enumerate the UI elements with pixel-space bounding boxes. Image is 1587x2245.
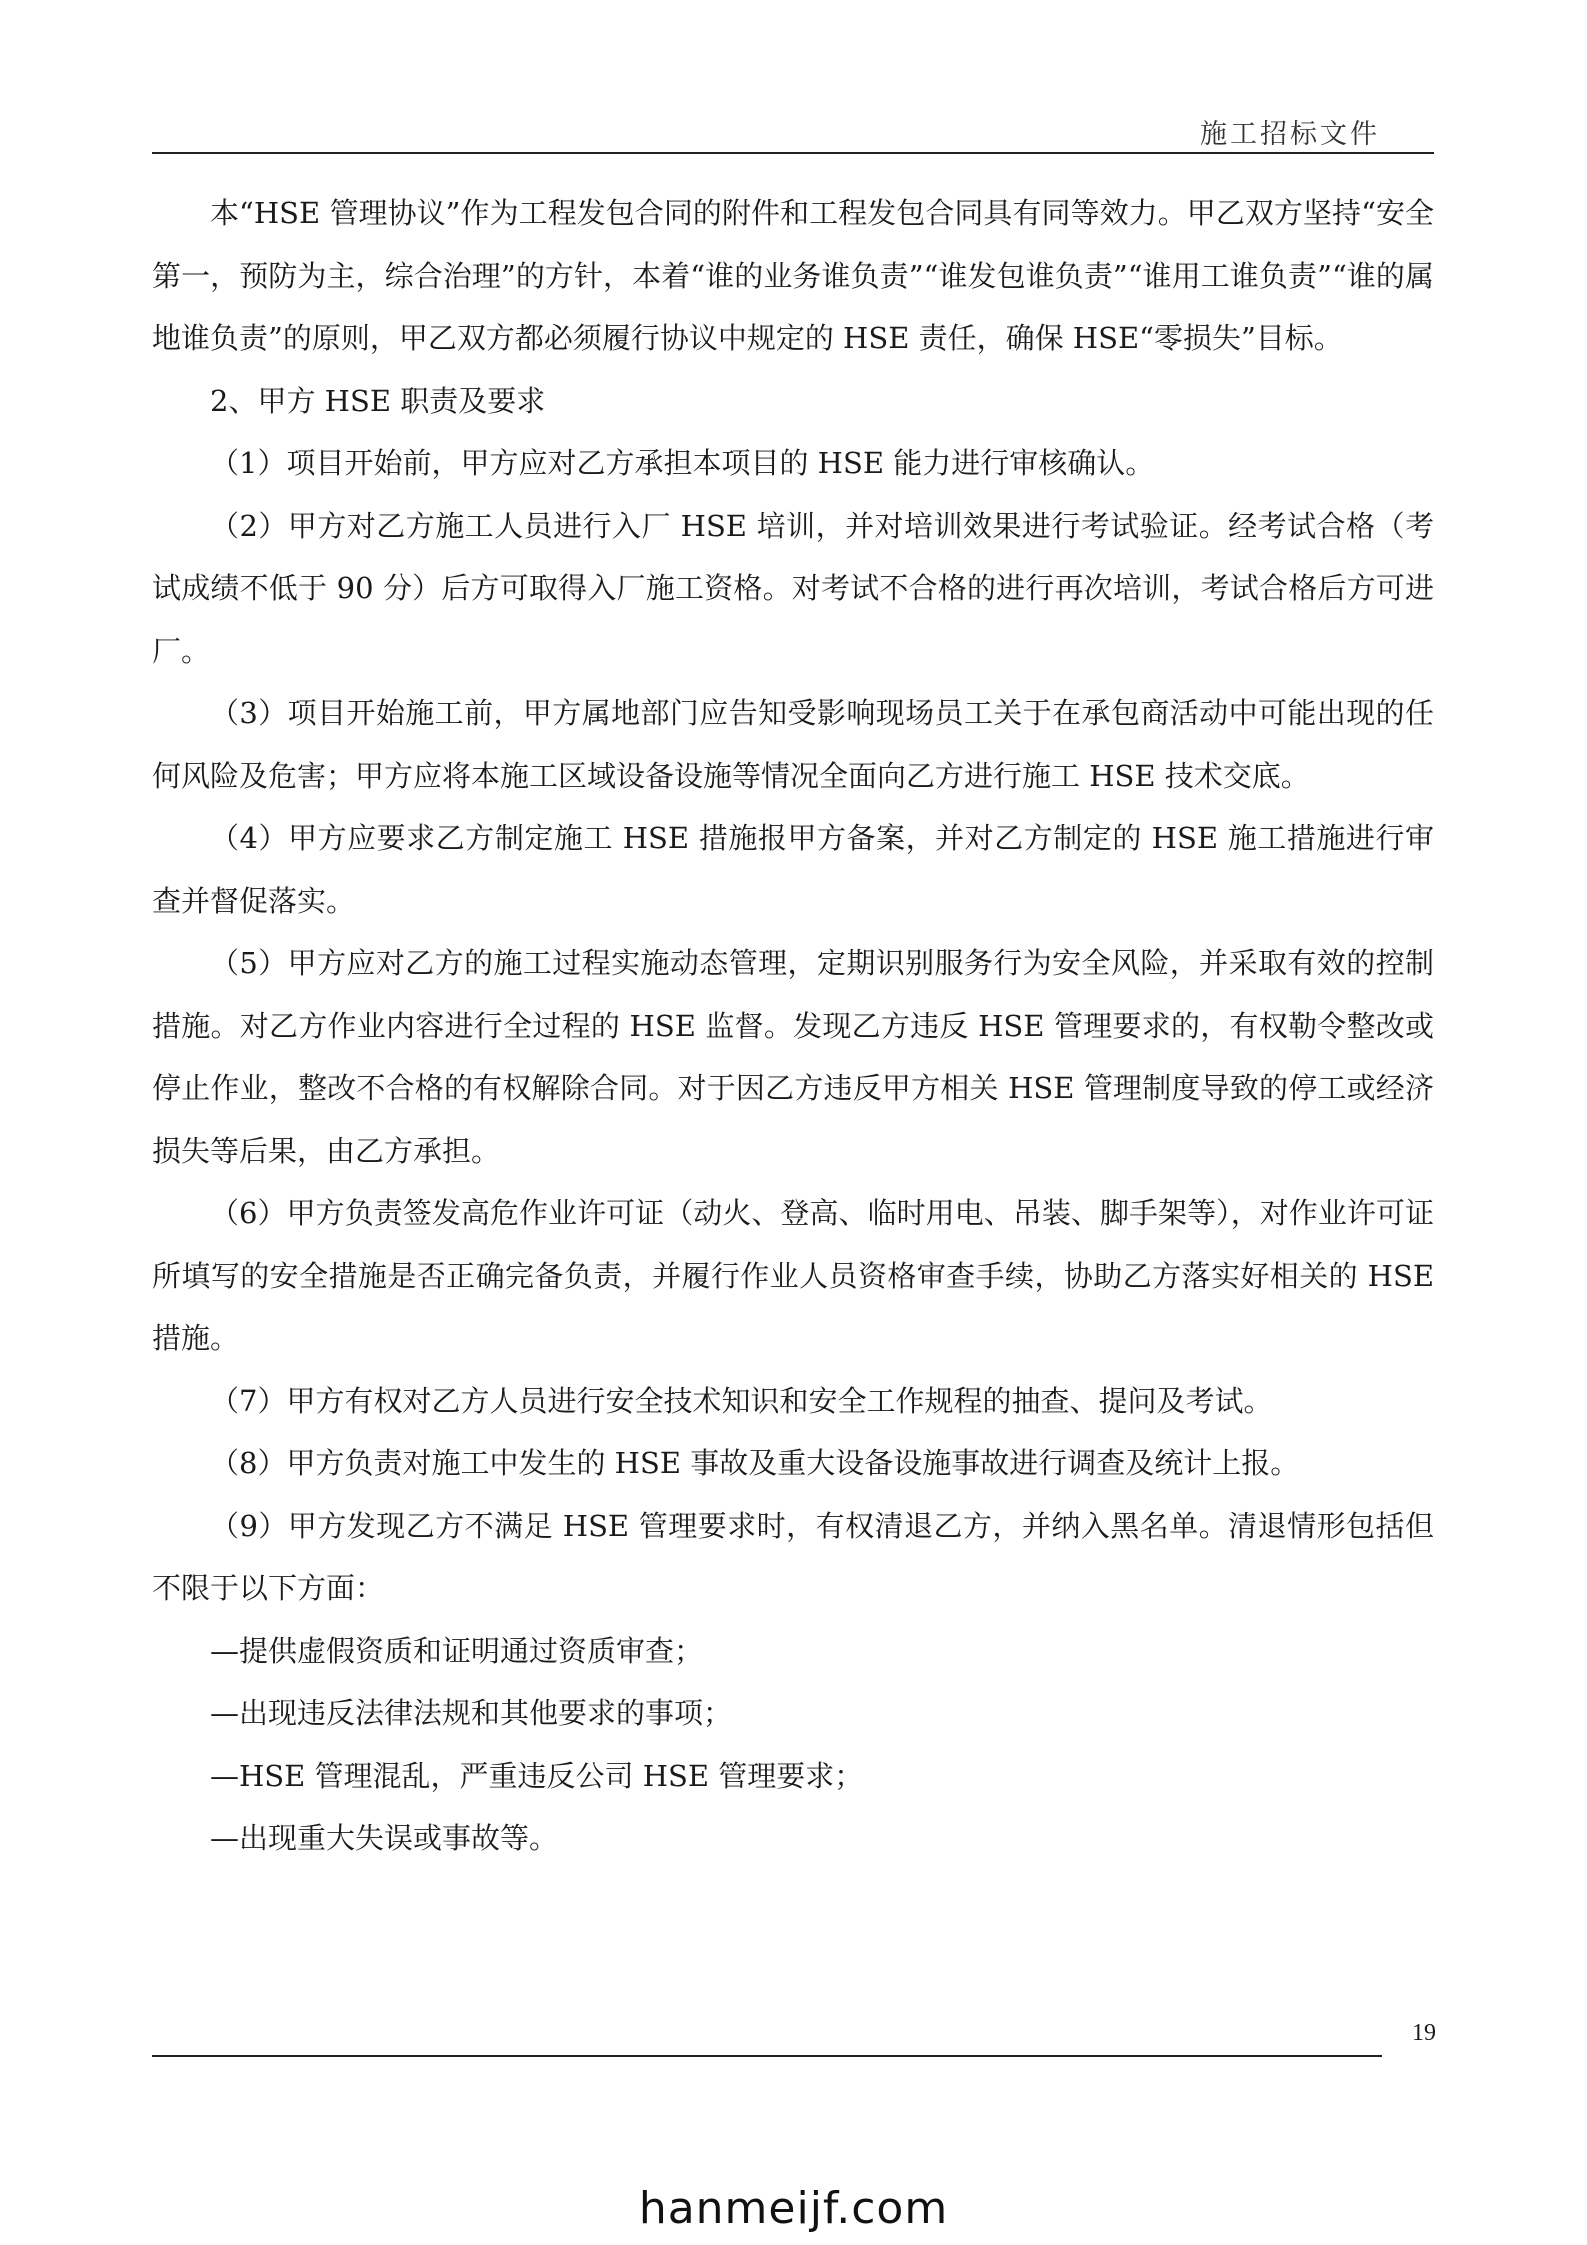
page-number: 19 xyxy=(1412,2020,1436,2046)
watermark-text: hanmeijf.com xyxy=(638,2183,949,2234)
paragraph: （4）甲方应要求乙方制定施工 HSE 措施报甲方备案，并对乙方制定的 HSE 施工措施进行审查并督促落实。 xyxy=(152,821,1434,918)
list-item: —出现违反法律法规和其他要求的事项； xyxy=(210,1696,733,1730)
paragraph: 本“HSE 管理协议”作为工程发包合同的附件和工程发包合同具有同等效力。甲乙双方坚持“安全第一，预防为主，综合治理”的方针，本着“谁的业务谁负责”“谁发包谁负责”“谁用工谁负责”“谁的属地谁负责”的原则，甲乙双方都必须履行协议中规定的 HSE 责任，确保 HSE“零损失”目标。 xyxy=(152,196,1434,355)
list-item: —提供虚假资质和证明通过资质审查； xyxy=(210,1633,704,1668)
paragraph: （6）甲方负责签发高危作业许可证（动火、登高、临时用电、吊装、脚手架等），对作业许可证所填写的安全措施是否正确完备负责，并履行作业人员资格审查手续，协助乙方落实好相关的 HSE 措施。 xyxy=(152,1196,1434,1355)
header-divider xyxy=(152,152,1434,154)
paragraph: （3）项目开始施工前，甲方属地部门应告知受影响现场员工关于在承包商活动中可能出现的任何风险及危害；甲方应将本施工区域设备设施等情况全面向乙方进行施工 HSE 技术交底。 xyxy=(152,696,1434,793)
paragraph: （1）项目开始前，甲方应对乙方承担本项目的 HSE 能力进行审核确认。 xyxy=(210,446,1155,480)
paragraph: （7）甲方有权对乙方人员进行安全技术知识和安全工作规程的抽查、提问及考试。 xyxy=(210,1383,1273,1418)
document-body xyxy=(152,182,1434,1870)
list-item: —出现重大失误或事故等。 xyxy=(210,1821,559,1855)
list-item: —HSE 管理混乱，严重违反公司 HSE 管理要求； xyxy=(210,1758,864,1793)
paragraph: （8）甲方负责对施工中发生的 HSE 事故及重大设备设施事故进行调查及统计上报。 xyxy=(210,1446,1300,1480)
paragraph: （9）甲方发现乙方不满足 HSE 管理要求时，有权清退乙方，并纳入黑名单。清退情形包括但不限于以下方面： xyxy=(152,1508,1434,1605)
footer-divider xyxy=(152,2055,1382,2057)
paragraph: （2）甲方对乙方施工人员进行入厂 HSE 培训，并对培训效果进行考试验证。经考试合格（考试成绩不低于 90 分）后方可取得入厂施工资格。对考试不合格的进行再次培训，考试合格后方可进厂。 xyxy=(152,508,1434,668)
paragraph: （5）甲方应对乙方的施工过程实施动态管理，定期识别服务行为安全风险，并采取有效的控制措施。对乙方作业内容进行全过程的 HSE 监督。发现乙方违反 HSE 管理要求的，有权勒令整改或停止作业，整改不合格的有权解除合同。对于因乙方违反甲方相关 HSE 管理制度导致的停工或经济损失等后果，由乙方承担。 xyxy=(152,946,1434,1168)
page-header-title: 施工招标文件 xyxy=(1200,119,1380,150)
section-heading: 2、甲方 HSE 职责及要求 xyxy=(210,383,546,418)
